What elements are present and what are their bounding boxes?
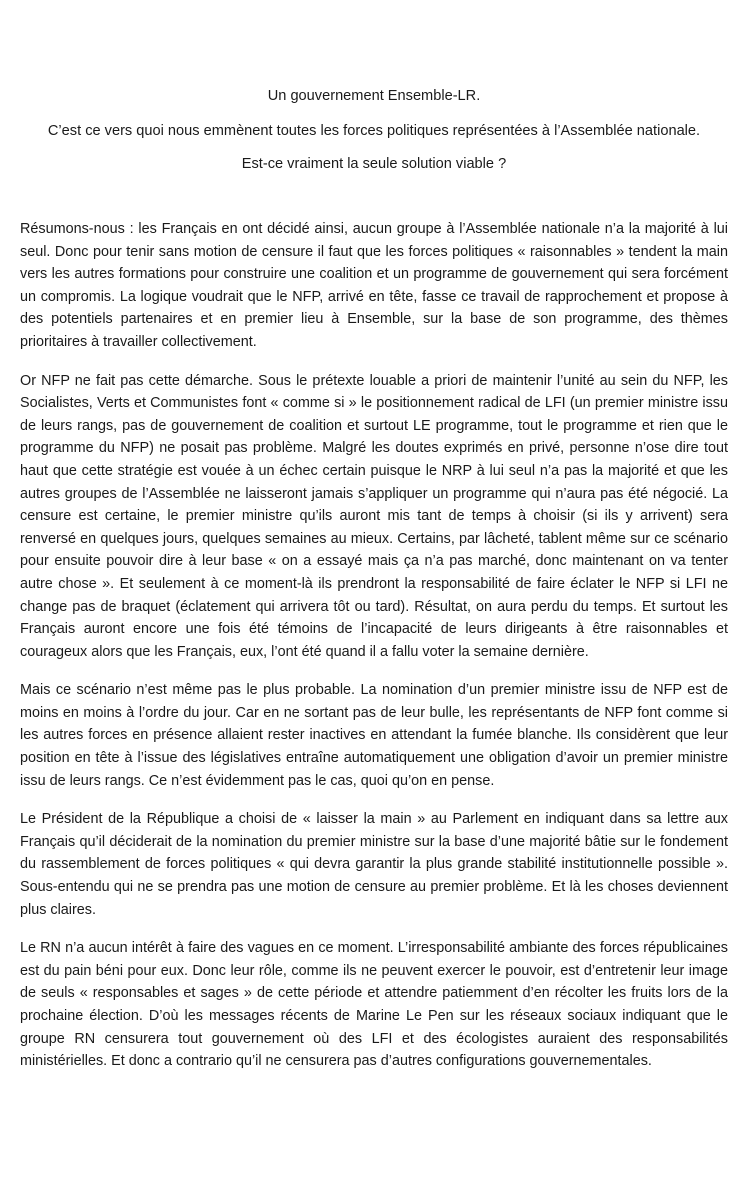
paragraph-2: Or NFP ne fait pas cette démarche. Sous le prétexte louable a priori de maintenir l’unité au sein du NFP, les Socialistes, Verts et Communistes font « comme si » le positionnement radical de LFI (un premier ministre issu de leurs rangs, pas de gouvernement de coalition et surtout LE programme, tout le programme et rien que le programme du NFP) ne posait pas problème. Malgré les doutes exprimés en privé, personne n’ose dire tout haut que cette stratégie est vouée à un échec certain puisque le NRP à lui seul n’a pas la majorité et que les autres groupes de l’Assemblée ne laisseront jamais s’appliquer un programme qui n’aura pas été négocié. La censure est certaine, le premier ministre qu’ils auront mis tant de temps à choisir (si ils y arrivent) sera renversé en quelques jours, quelques semaines au mieux. Certains, par lâcheté, tablent même sur ce scénario pour ensuite pouvoir dire à leur base « on a essayé mais ça n’a pas marché, donc maintenant on va tenter autre chose ». Et seulement à ce moment-là ils prendront la responsabilité de faire éclater le NFP si LFI ne change pas de braquet (éclatement qui arrivera tôt ou tard). Résultat, on aura perdu du temps. Et surtout les Français auront encore une fois été témoins de l’incapacité de leurs dirigeants à être raisonnables et courageux alors que les Français, eux, l’ont été quand il a fallu voter la semaine dernière. [20,372,728,660]
document-subtitle: C’est ce vers quoi nous emmènent toutes les forces politiques représentées à l’Assemblée nationale. [47,123,701,139]
document-title: Un gouvernement Ensemble-LR. [267,88,481,104]
document-body [20,218,728,1089]
paragraph-1: Résumons-nous : les Français en ont décidé ainsi, aucun groupe à l’Assemblée nationale n’a la majorité à lui seul. Donc pour tenir sans motion de censure il faut que les forces politiques « raisonnables » tendent la main vers les autres formations pour construire une coalition et un programme de gouvernement qui sera forcément un compromis. La logique voudrait que le NFP, arrivé en tête, fasse ce travail de rapprochement et propose à des potentiels partenaires et en premier lieu à Ensemble, sur la base de son programme, des thèmes prioritaires à travailler collectivement. [20,221,728,350]
paragraph-5: Le RN n’a aucun intérêt à faire des vagues en ce moment. L’irresponsabilité ambiante des forces républicaines est du pain béni pour eux. Donc leur rôle, comme ils ne peuvent exercer le pouvoir, est d’entretenir leur image de seuls « responsables et sages » de cette période et attendre patiemment d’en récolter les fruits lors de la prochaine élection. D’où les messages récents de Marine Le Pen sur les réseaux sociaux indiquant que le groupe RN censurera tout gouvernement où des LFI et des écologistes auraient des responsabilités ministérielles. Et donc a contrario qu’il ne censurera pas d’autres configurations gouvernementales. [20,940,728,1070]
document-question: Est-ce vraiment la seule solution viable ? [241,156,507,172]
paragraph-3: Mais ce scénario n’est même pas le plus probable. La nomination d’un premier ministre issu de NFP est de moins en moins à l’ordre du jour. Car en ne sortant pas de leur bulle, les représentants de NFP font comme si les autres forces en présence allaient rester inactives en attendant la fumée blanche. Ils considèrent que leur position en tête à l’issue des législatives entraîne automatiquement une obligation d’avoir un premier ministre issu de leurs rangs. Ce n’est évidemment pas le cas, quoi qu’on en pense. [20,682,728,789]
paragraph-4: Le Président de la République a choisi de « laisser la main » au Parlement en indiquant dans sa lettre aux Français qu’il déciderait de la nomination du premier ministre sur la base d’une majorité bâtie sur le fondement du rassemblement de forces politiques « qui devra garantir la plus grande stabilité institutionnelle possible ». Sous-entendu qui ne se prendra pas une motion de censure au premier problème. Et là les choses deviennent plus claires. [20,811,728,918]
